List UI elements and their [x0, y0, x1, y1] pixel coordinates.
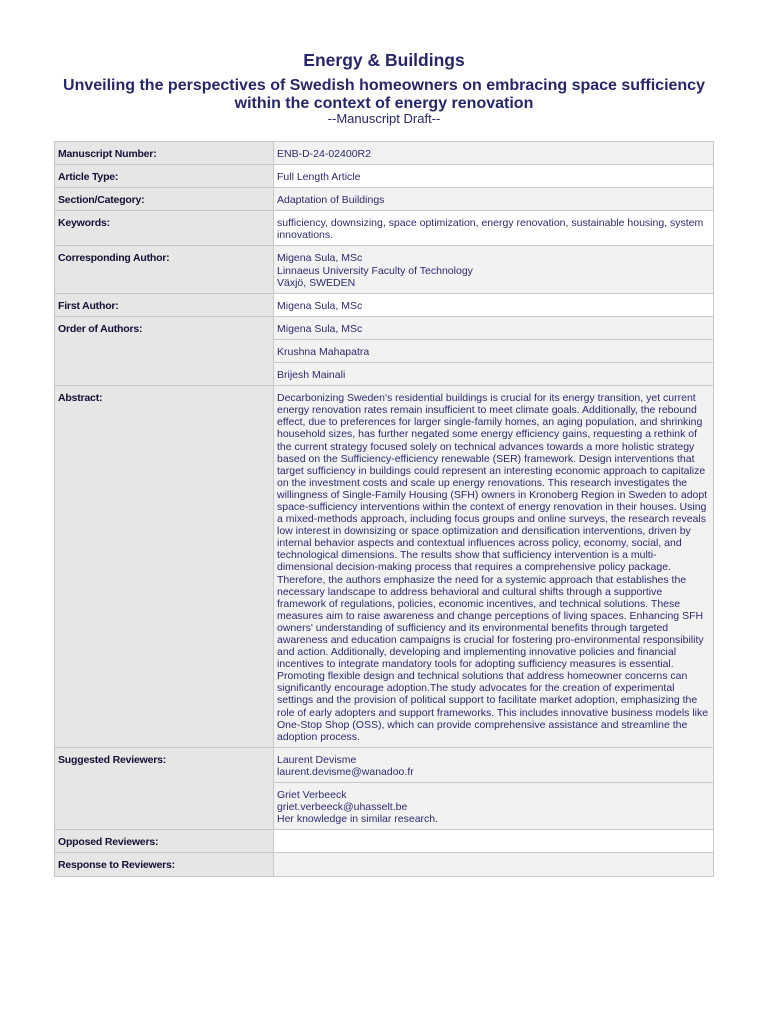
value-opposed-reviewers	[274, 830, 714, 853]
reviewer-email: laurent.devisme@wanadoo.fr	[277, 765, 414, 778]
value-article-type: Full Length Article	[274, 165, 714, 188]
value-response-to-reviewers	[274, 853, 714, 876]
label-manuscript-number: Manuscript Number:	[55, 142, 274, 165]
row-response-to-reviewers	[55, 853, 714, 876]
label-abstract: Abstract:	[55, 386, 274, 748]
reviewer-email: griet.verbeeck@uhasselt.be	[277, 801, 408, 814]
label-order-of-authors: Order of Authors:	[55, 316, 274, 385]
value-section-category: Adaptation of Buildings	[274, 188, 714, 211]
manuscript-title: Unveiling the perspectives of Swedish homeowners on embracing space sufficiency within the context of energy renovation	[63, 77, 705, 112]
value-first-author: Migena Sula, MSc	[274, 293, 714, 316]
label-article-type: Article Type:	[55, 165, 274, 188]
draft-label: --Manuscript Draft--	[327, 111, 441, 126]
row-abstract	[55, 386, 714, 748]
label-first-author: First Author:	[55, 293, 274, 316]
label-response-to-reviewers: Response to Reviewers:	[55, 853, 274, 876]
author-item: Brijesh Mainali	[274, 363, 714, 386]
corresponding-author-location: Växjö, SWEDEN	[277, 276, 356, 289]
row-section-category	[55, 188, 714, 211]
author-item: Migena Sula, MSc	[274, 316, 714, 339]
row-opposed-reviewers	[55, 830, 714, 853]
reviewer-note: Her knowledge in similar research.	[277, 813, 439, 826]
manuscript-metadata-table	[54, 141, 714, 877]
value-manuscript-number: ENB-D-24-02400R2	[274, 142, 714, 165]
label-opposed-reviewers: Opposed Reviewers:	[55, 830, 274, 853]
row-manuscript-number	[55, 142, 714, 165]
row-first-author	[55, 293, 714, 316]
reviewer-item	[274, 783, 714, 830]
row-keywords	[55, 211, 714, 246]
corresponding-author-affiliation: Linnaeus University Faculty of Technology	[277, 264, 473, 277]
label-section-category: Section/Category:	[55, 188, 274, 211]
value-abstract: Decarbonizing Sweden's residential buildings is crucial for its energy transition, yet current energy renovation rates remain insufficient to meet climate goals. Additionally, the rebound effect, due to preferences for larger single-family homes, an aging population, and shrinking household sizes, has further negated some energy efficiency gains, requesting a rethink of the current strategy focused solely on technical advances towards a more holistic strategy based on the Sufficiency-efficiency renewable (SER) framework. Design interventions that target sufficiency in buildings could represent an interesting economic approach to capitalize on the investment costs and scale up energy renovations. This research investigates the willingness of Single-Family Housing (SFH) owners in Kronoberg Region in Sweden to adopt space-sufficiency interventions within the context of energy renovation in their houses. Using a mixed-methods approach, including focus groups and online surveys, the research reveals low interest in downsizing or space optimization and densification interventions, driven by internal behavior aspects and contextual influences across policy, economy, social, and technological dimensions. The results show that sufficiency intervention is a multi-dimensional decision-making process that requires a comprehensive policy package. Therefore, the authors emphasize the need for a systemic approach that establishes the necessary landscape to address behavioral and cultural shifts through a supportive framework of regulations, policies, economic incentives, and technical solutions. These measures aim to raise awareness and change perceptions of living spaces. Enhancing SFH owners' understanding of sufficiency and its environmental benefits through targeted awareness and education campaigns is crucial for fostering pro-environmental responsibility and action. Additionally, developing and implementing innovative policies and financial incentives to integrate mandatory tools for adopting sufficiency measures is essential. Promoting flexible design and technical solutions that address homeowner concerns can significantly encourage adoption.The study advocates for the creation of experimental settings and the provision of political support to facilitate market adoption, emphasizing the role of early adopters and support frameworks. This includes innovative business models like One-Stop Shop (OSS), which can provide comprehensive assistance and streamline the adoption process.	[274, 386, 714, 748]
value-corresponding-author	[274, 246, 714, 293]
row-order-of-authors	[55, 316, 714, 339]
journal-name: Energy & Buildings	[303, 50, 465, 70]
reviewer-item	[274, 747, 714, 782]
corresponding-author-name: Migena Sula, MSc	[277, 252, 363, 265]
reviewer-name: Laurent Devisme	[277, 753, 357, 766]
row-corresponding-author	[55, 246, 714, 293]
label-suggested-reviewers: Suggested Reviewers:	[55, 747, 274, 829]
reviewer-name: Griet Verbeeck	[277, 789, 347, 802]
author-item: Krushna Mahapatra	[274, 339, 714, 362]
label-corresponding-author: Corresponding Author:	[55, 246, 274, 293]
row-suggested-reviewers	[55, 747, 714, 782]
row-article-type	[55, 165, 714, 188]
label-keywords: Keywords:	[55, 211, 274, 246]
value-keywords: sufficiency, downsizing, space optimization, energy renovation, sustainable housing, system innovations.	[274, 211, 714, 246]
